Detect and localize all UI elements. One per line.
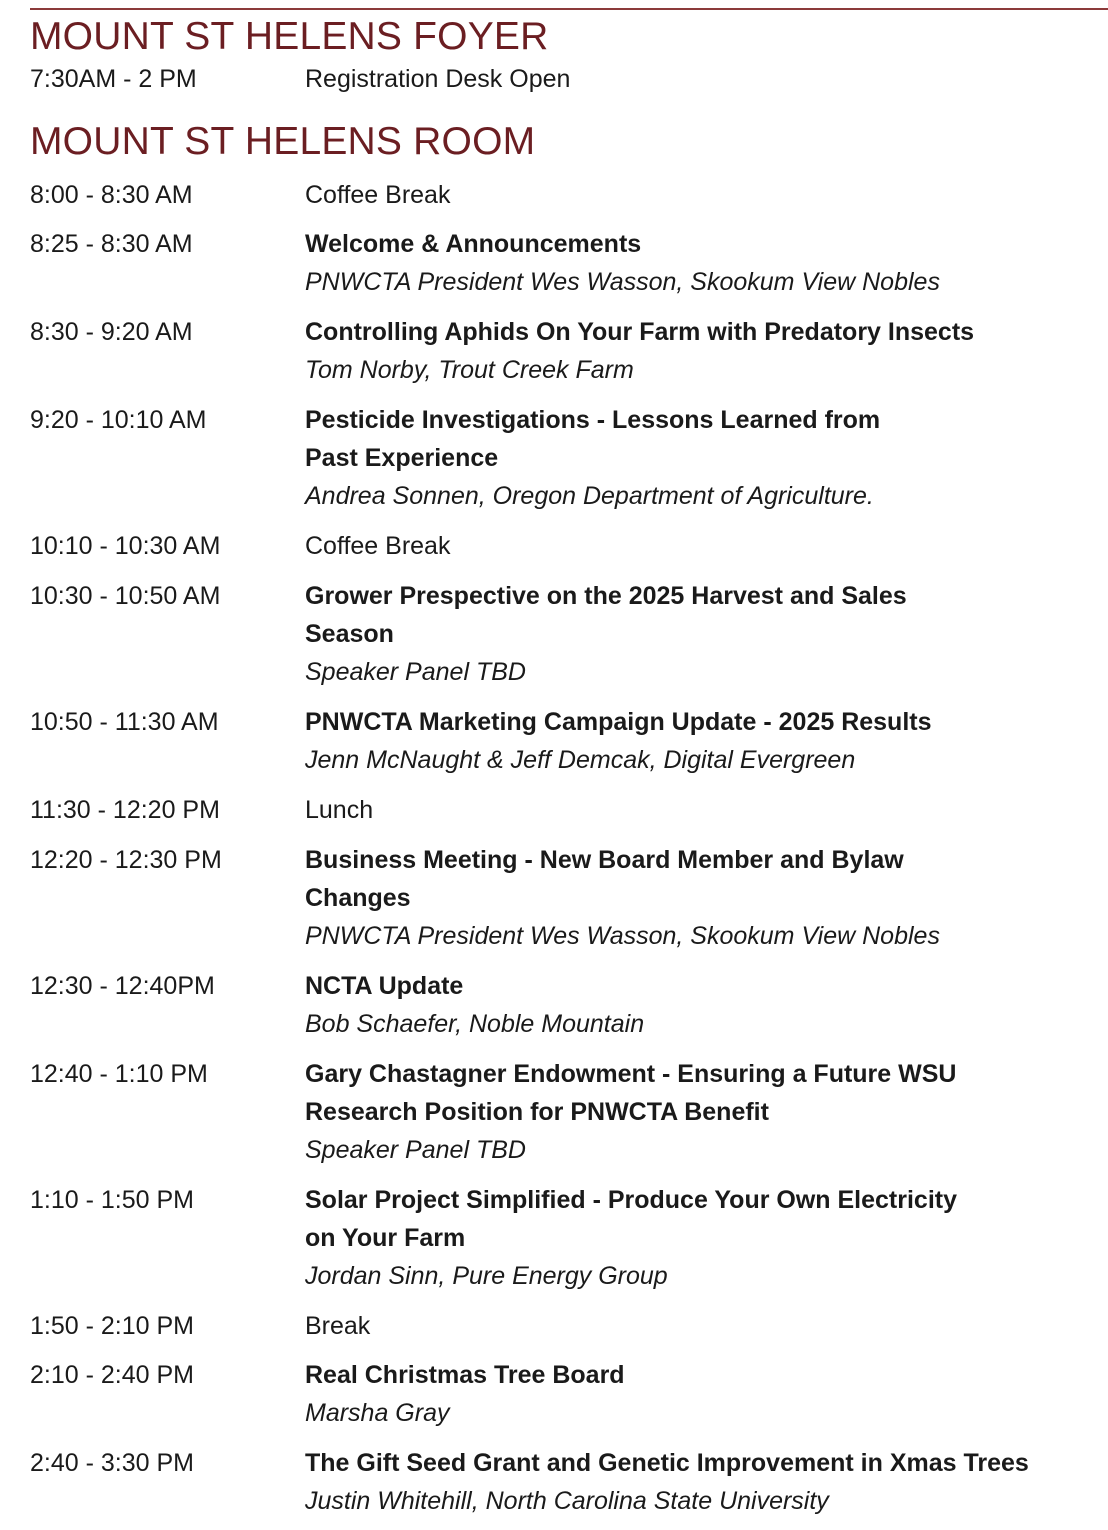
session-title: Welcome & Announcements (305, 230, 642, 258)
time-slot: 2:10 - 2:40 PM (30, 1361, 194, 1389)
session-speaker: Tom Norby, Trout Creek Farm (305, 356, 634, 384)
time-slot: 10:10 - 10:30 AM (30, 532, 221, 560)
session-title: Registration Desk Open (305, 65, 571, 93)
session-title-line-2: Changes (305, 884, 411, 912)
time-slot: 8:25 - 8:30 AM (30, 230, 193, 258)
time-slot: 7:30AM - 2 PM (30, 65, 197, 93)
session-title-line-2: on Your Farm (305, 1224, 466, 1252)
session-speaker: Marsha Gray (305, 1399, 450, 1427)
session-title: Solar Project Simplified - Produce Your Own Electricity (305, 1186, 958, 1214)
session-title: Lunch (305, 796, 374, 824)
session-title-line-2: Past Experience (305, 444, 499, 472)
session-title-line-2: Research Position for PNWCTA Benefit (305, 1098, 769, 1126)
time-slot: 10:50 - 11:30 AM (30, 708, 219, 736)
section-room (30, 122, 1108, 161)
session-info (305, 60, 1105, 98)
session-speaker: PNWCTA President Wes Wasson, Skookum View Nobles (305, 922, 940, 950)
session-speaker: Jordan Sinn, Pure Energy Group (305, 1262, 668, 1290)
session-speaker: PNWCTA President Wes Wasson, Skookum View Nobles (305, 268, 940, 296)
session-speaker: Speaker Panel TBD (305, 1136, 526, 1164)
section-title: MOUNT ST HELENS ROOM (30, 120, 536, 163)
session-title: Break (305, 1312, 371, 1340)
time-slot: 12:30 - 12:40PM (30, 972, 215, 1000)
session-title: PNWCTA Marketing Campaign Update - 2025 Results (305, 708, 932, 736)
time-slot: 8:00 - 8:30 AM (30, 181, 193, 209)
time-slot: 11:30 - 12:20 PM (30, 796, 220, 824)
session-title: Pesticide Investigations - Lessons Learned from (305, 406, 881, 434)
time-slot: 8:30 - 9:20 AM (30, 318, 193, 346)
session-title: Grower Prespective on the 2025 Harvest and Sales (305, 582, 907, 610)
session-title: Coffee Break (305, 532, 451, 560)
session-speaker: Justin Whitehill, North Carolina State University (305, 1487, 829, 1515)
time-slot: 1:50 - 2:10 PM (30, 1312, 194, 1340)
session-title-line-2: Season (305, 620, 394, 648)
session-speaker: Andrea Sonnen, Oregon Department of Agriculture. (305, 482, 874, 510)
time-slot: 2:40 - 3:30 PM (30, 1449, 194, 1477)
time-slot: 9:20 - 10:10 AM (30, 406, 207, 434)
session-speaker: Speaker Panel TBD (305, 658, 526, 686)
session-title: Gary Chastagner Endowment - Ensuring a Future WSU (305, 1060, 957, 1088)
session-speaker: Bob Schaefer, Noble Mountain (305, 1010, 645, 1038)
time-slot: 1:10 - 1:50 PM (30, 1186, 194, 1214)
session-title: The Gift Seed Grant and Genetic Improvement in Xmas Trees (305, 1449, 1029, 1477)
time-slot: 10:30 - 10:50 AM (30, 582, 221, 610)
session-title: Business Meeting - New Board Member and Bylaw (305, 846, 904, 874)
top-divider (30, 8, 1108, 10)
session-title: NCTA Update (305, 972, 464, 1000)
session-title: Controlling Aphids On Your Farm with Predatory Insects (305, 318, 975, 346)
time-slot: 12:40 - 1:10 PM (30, 1060, 208, 1088)
session-title: Real Christmas Tree Board (305, 1361, 625, 1389)
time-slot: 12:20 - 12:30 PM (30, 846, 222, 874)
section-foyer (30, 17, 1108, 56)
section-title: MOUNT ST HELENS FOYER (30, 15, 549, 58)
session-speaker: Jenn McNaught & Jeff Demcak, Digital Evergreen (305, 746, 856, 774)
session-title: Coffee Break (305, 181, 451, 209)
